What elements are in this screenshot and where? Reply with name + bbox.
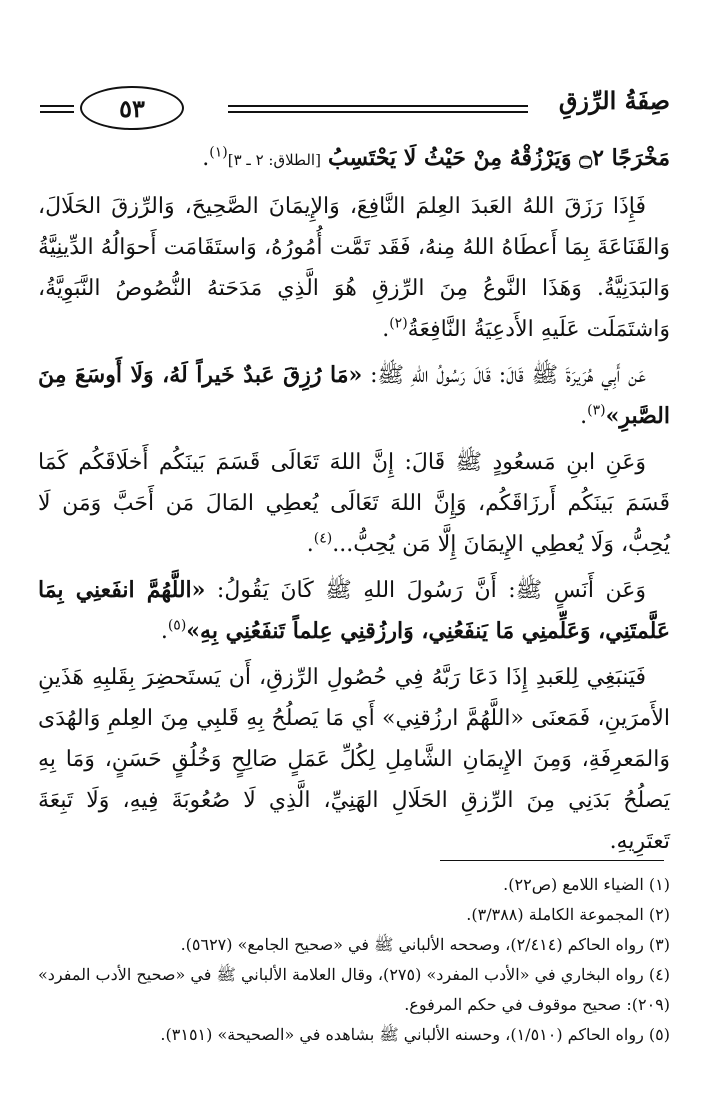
paragraph-text: فَإِذَا رَزَقَ اللهُ العَبدَ العِلمَ النَّافِعَ، وَالإِيمَانَ الصَّحِيحَ، وَالرِّزقَ الحَلَالَ، وَالقَنَاعَةَ بِمَا أَعطَاهُ اللهُ مِنهُ، فَقَد تَمَّت أُمُورُهُ، وَاستَقَامَت أَحوَالُهُ الدِّينِيَّةُ وَالبَدَنِيَّةُ. وَهَذَا النَّوعُ مِنَ الرِّزقِ هُوَ الَّذِي مَدَحَتهُ النُّصُوصُ النَّبَوِيَّةُ، وَاشتَمَلَت عَلَيهِ الأَدعِيَةُ النَّافِعَةُ <box>38 194 670 342</box>
paragraph <box>38 657 670 862</box>
quran-verse: مَخْرَجًا ۝٢ وَيَرْزُقْهُ مِنْ حَيْثُ لَا يَحْتَسِبُ <box>327 145 670 171</box>
main-text <box>38 138 670 867</box>
footnote: (٥) رواه الحاكم (١/٥١٠)، وحسنه الألباني ﷺ بشاهده في «الصحيحة» (٣١٥١). <box>160 1025 670 1044</box>
header-rule <box>228 105 528 107</box>
hadith-text: «اللَّهُمَّ انفَعنِي بِمَا عَلَّمتَنِي، وَعَلِّمنِي مَا يَنفَعُنِي، وَارزُقنِي عِلماً تَنفَعُنِي بِهِ» <box>38 577 670 644</box>
paragraph-text: فَيَنبَغِي لِلعَبدِ إِذَا دَعَا رَبَّهُ فِي حُصُولِ الرِّزقِ، أَن يَستَحضِرَ بِقَلبِهِ هَذَينِ الأَمرَينِ، فَمَعنَى «اللَّهُمَّ ارزُقنِي» أَي مَا يَصلُحُ بِهِ قَلبِي مِنَ العِلمِ وَالهُدَى وَالمَعرِفَةِ، وَمِنَ الإِيمَانِ الشَّامِلِ لِكُلِّ عَمَلٍ صَالِحٍ وَخُلُقٍ حَسَنٍ، وَمَا بِهِ يَصلُحُ بَدَنِي مِنَ الرِّزقِ الحَلَالِ الهَنِيِّ، الَّذِي لَا صُعُوبَةَ فِيهِ، وَلَا تَبِعَةَ تَعتَرِيهِ. <box>38 665 670 854</box>
header-rule <box>40 105 74 107</box>
footnote-marker: (٥) <box>167 617 187 634</box>
hadith-text: «مَا رُزِقَ عَبدٌ خَيراً لَهُ، وَلَا أَوسَعَ مِنَ الصَّبرِ» <box>38 362 670 429</box>
hadith-paragraph: وَعَن أَنَسٍ ﷺ: أَنَّ رَسُولَ اللهِ ﷺ كَانَ يَقُولُ: «اللَّهُمَّ انفَعنِي بِمَا عَلَّمتَنِي، وَعَلِّمنِي مَا يَنفَعُنِي، وَارزُقنِي عِلماً تَنفَعُنِي بِهِ»$^{(٥)}$. <box>38 577 670 644</box>
paragraph-text: وَعَنِ ابنِ مَسعُودٍ ﷺ قَالَ: إِنَّ اللهَ تَعَالَى قَسَمَ بَينَكُم أَخلَاقَكُم كَمَا قَسَمَ بَينَكُم أَرزَاقَكُم، وَإِنَّ اللهَ تَعَالَى يُعطِي المَالَ مَن أَحَبَّ وَمَن لَا يُحِبُّ، وَلَا يُعطِي الإِيمَانَ إِلَّا مَن يُحِبُّ... <box>38 450 670 557</box>
footnote-marker: (١) <box>209 144 228 161</box>
hadith-paragraph: عَن أَبِي هُرَيرَةَ ﷺ قَالَ: قَالَ رَسُولُ اللهِ ﷺ: «مَا رُزِقَ عَبدٌ خَيراً لَهُ، وَلَا أَوسَعَ مِنَ الصَّبرِ»$^{(٣)}$. <box>38 362 670 429</box>
footnote: (١) الضياء اللامع (ص٢٢). <box>503 875 670 894</box>
footnote-marker: (٢) <box>389 315 408 332</box>
footnote: (٣) رواه الحاكم (٢/٤١٤)، وصححه الألباني ﷺ في «صحيح الجامع» (٥٦٢٧). <box>180 935 670 954</box>
footnote: (٢) المجموعة الكاملة (٣/٣٨٨). <box>466 905 670 924</box>
hadith-intro: وَعَن أَنَسٍ ﷺ: أَنَّ رَسُولَ اللهِ ﷺ كَانَ يَقُولُ: <box>205 578 646 603</box>
quran-verse-paragraph: مَخْرَجًا ۝٢ وَيَرْزُقْهُ مِنْ حَيْثُ لَا يَحْتَسِبُ [الطلاق: ٢ ـ ٣]$^{(١)}$. <box>202 144 670 171</box>
verse-reference: [الطلاق: ٢ ـ ٣] <box>227 151 321 169</box>
header-rule <box>40 111 74 113</box>
footnote-marker: (٣) <box>587 402 606 419</box>
header-rule <box>228 111 528 113</box>
footnote: (٤) رواه البخاري في «الأدب المفرد» (٢٧٥)، وقال العلامة الألباني ﷺ في «صحيح الأدب المفرد» (٢٠٩): صحيح موقوف في حكم المرفوع. <box>38 965 670 1014</box>
paragraph: فَإِذَا رَزَقَ اللهُ العَبدَ العِلمَ النَّافِعَ، وَالإِيمَانَ الصَّحِيحَ، وَالرِّزقَ الحَلَالَ، وَالقَنَاعَةَ بِمَا أَعطَاهُ اللهُ مِنهُ، فَقَد تَمَّت أُمُورُهُ، وَاستَقَامَت أَحوَالُهُ الدِّينِيَّةُ وَالبَدَنِيَّةُ. وَهَذَا النَّوعُ مِنَ الرِّزقِ هُوَ الَّذِي مَدَحَتهُ النُّصُوصُ النَّبَوِيَّةُ، وَاشتَمَلَت عَلَيهِ الأَدعِيَةُ النَّافِعَةُ$^{(٢)}$. <box>38 194 670 342</box>
hadith-intro: عَن أَبِي هُرَيرَةَ ﷺ قَالَ: قَالَ رَسُولُ اللهِ ﷺ: <box>362 363 647 388</box>
paragraph: وَعَنِ ابنِ مَسعُودٍ ﷺ قَالَ: إِنَّ اللهَ تَعَالَى قَسَمَ بَينَكُم أَخلَاقَكُم كَمَا قَسَمَ بَينَكُم أَرزَاقَكُم، وَإِنَّ اللهَ تَعَالَى يُعطِي المَالَ مَن أَحَبَّ وَمَن لَا يُحِبُّ، وَلَا يُعطِي الإِيمَانَ إِلَّا مَن يُحِبُّ...$^{(٤)}$. <box>38 450 670 557</box>
footnote-marker: (٤) <box>313 530 333 547</box>
footnote-divider <box>440 860 664 861</box>
footnotes <box>38 870 670 1050</box>
running-title: صِفَةُ الرِّزقِ <box>558 86 670 115</box>
page-header <box>40 84 670 132</box>
page-number: ٥٣ <box>80 86 184 130</box>
